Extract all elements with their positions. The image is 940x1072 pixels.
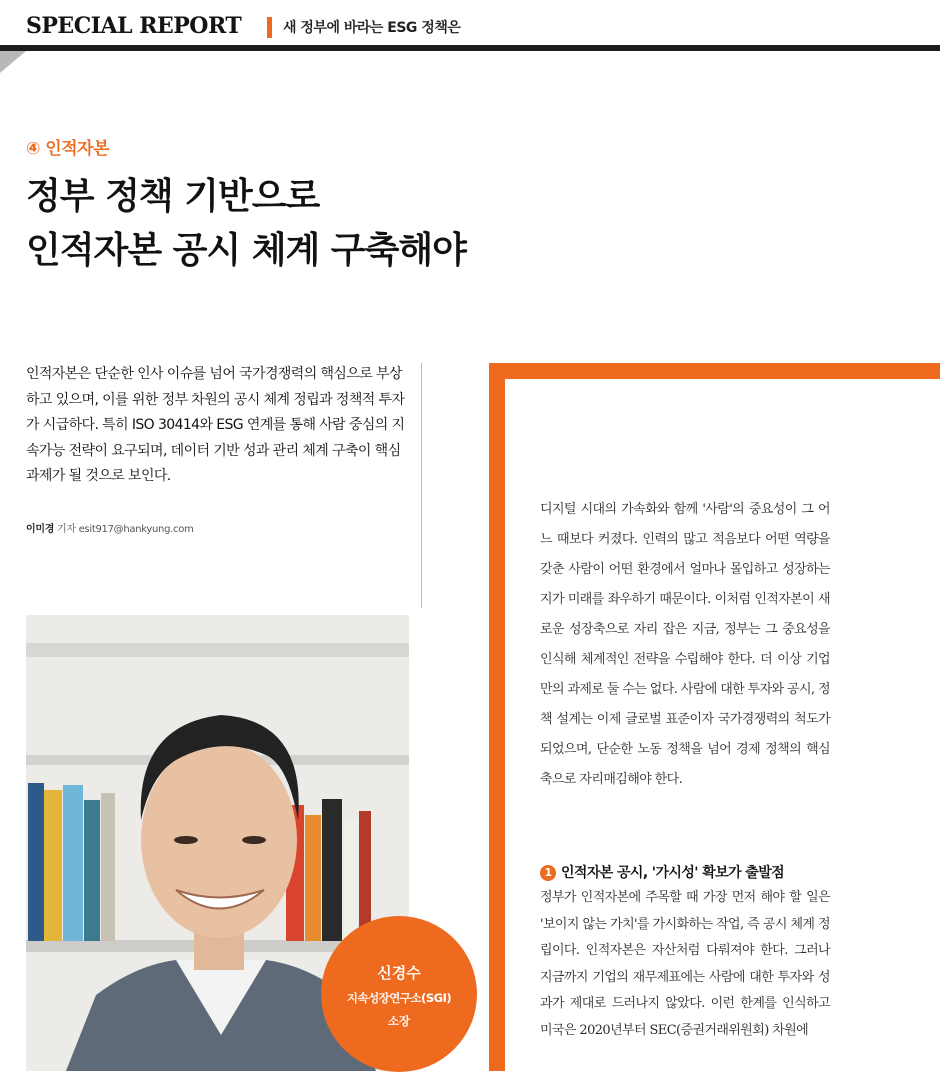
body-paragraph-2: 정부가 인적자본에 주목할 때 가장 먼저 해야 할 일은 '보이지 않는 가치'를 가시화하는 작업, 즉 공시 체계 정립이다. 인적자본은 자산처럼 다뤄져야 한다. 그러나 지금까지 기업의 재무제표에는 사람에 대한 투자와 성과가 제대로 드러나지 않았다. 이런 한계를 인식하고 미국은 2020년부터 SEC(증권거래위원회) 차원에 [540, 890, 830, 1038]
header-series-title: 새 정부에 바라는 ESG 정책은 [283, 20, 461, 36]
interviewee-position: 소장 [387, 1014, 411, 1028]
header-rule [0, 45, 940, 51]
page-corner-decoration [0, 51, 26, 73]
byline-name: 이미경 [26, 524, 55, 535]
byline [26, 520, 193, 535]
byline-contact: 기자 esit917@hankyung.com [56, 524, 194, 535]
interviewee-organization: 지속성장연구소(SGI) [346, 991, 452, 1005]
article-title [26, 170, 466, 278]
article-lead: 인적자본은 단순한 인사 이슈를 넘어 국가경쟁력의 핵심으로 부상하고 있으며, 이를 위한 정부 차원의 공시 체계 정립과 정책적 투자가 시급하다. 특히 ISO 30414와 ESG 연계를 통해 사람 중심의 지속가능 전략이 요구되며, 데이터 기반 성과 관리 체계 구축이 핵심 과제가 될 것으로 보인다. [26, 366, 405, 484]
subheading [540, 862, 784, 882]
title-line-1: 정부 정책 기반으로 [26, 176, 320, 217]
column-divider [421, 363, 422, 608]
section-label: ④ 인적자본 [26, 139, 109, 159]
body-paragraph-1 [540, 495, 830, 795]
interviewee-name: 신경수 [377, 964, 421, 982]
interviewee-caption-badge [321, 916, 477, 1072]
subheading-number-badge: 1 [540, 865, 556, 881]
header-accent-bar [267, 17, 272, 38]
magazine-section-brand: SPECIAL REPORT [26, 13, 242, 39]
body-paragraph-1-text: 디지털 시대의 가속화와 함께 '사람'의 중요성이 그 어느 때보다 커졌다. 인력의 많고 적음보다 어떤 역량을 갖춘 사람이 어떤 환경에서 얼마나 몰입하고 성장하는지가 미래를 좌우하기 때문이다. 이처럼 인적자본이 새로운 성장축으로 자리 잡은 지금, 정부는 그 중요성을 인식해 체계적인 전략을 수립해야 한다. 더 이상 기업만의 과제로 둘 수는 없다. 사람에 대한 투자와 공시, 정책 설계는 이제 글로벌 표준이자 국가경쟁력의 척도가 되었으며, 단순한 노동 정책을 넘어 경제 정책의 핵심축으로 자리매김해야 한다. [540, 502, 830, 787]
subheading-text: 인적자본 공시, '가시성' 확보가 출발점 [561, 865, 785, 881]
title-line-2: 인적자본 공시 체계 구축해야 [26, 230, 466, 271]
